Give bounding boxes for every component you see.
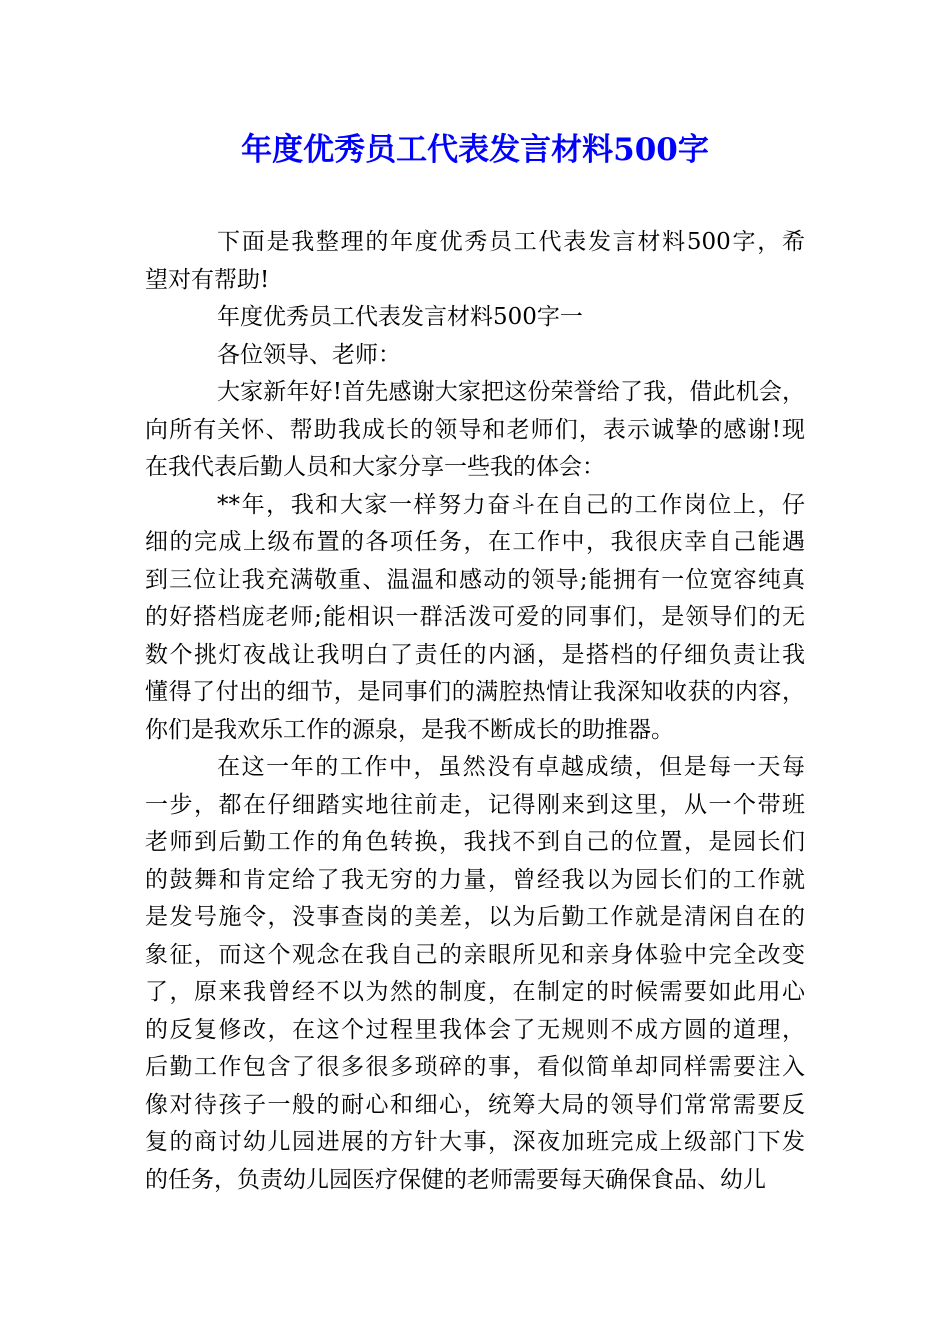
paragraph-line: 望对有帮助! (145, 266, 270, 293)
paragraph-line: 在这一年的工作中，虽然没有卓越成绩，但是每一天每 (217, 754, 805, 780)
paragraph (145, 224, 805, 299)
paragraph-line: 了，原来我曾经不以为然的制度，在制定的时候需要如此用心 (145, 979, 805, 1005)
paragraph-line: 各位领导、老师： (217, 341, 401, 368)
document-body (145, 224, 805, 1199)
paragraph (145, 749, 805, 1199)
paragraph-line: 大家新年好!首先感谢大家把这份荣誉给了我，借此机会， (217, 379, 805, 405)
paragraph-line: 老师到后勤工作的角色转换，我找不到自己的位置，是园长们 (145, 829, 805, 855)
paragraph-line: 到三位让我充满敬重、温温和感动的领导;能拥有一位宽容纯真 (145, 566, 805, 593)
paragraph (145, 299, 805, 337)
paragraph-line: 是发号施令，没事查岗的美差，以为后勤工作就是清闲自在的 (145, 904, 805, 930)
paragraph-line: 向所有关怀、帮助我成长的领导和老师们，表示诚挚的感谢!现 (145, 416, 805, 443)
paragraph-line: 你们是我欢乐工作的源泉，是我不断成长的助推器。 (145, 716, 674, 743)
paragraph-line: 后勤工作包含了很多很多琐碎的事，看似简单却同样需要注入 (145, 1054, 805, 1080)
paragraph-line: **年，我和大家一样努力奋斗在自己的工作岗位上，仔 (217, 491, 805, 518)
paragraph-line: 懂得了付出的细节，是同事们的满腔热情让我深知收获的内容， (145, 679, 805, 705)
paragraph-line: 年度优秀员工代表发言材料500字一 (217, 304, 583, 330)
paragraph (145, 337, 805, 375)
paragraph-line: 的好搭档庞老师;能相识一群活泼可爱的同事们，是领导们的无 (145, 604, 805, 630)
paragraph (145, 487, 805, 750)
paragraph-line: 细的完成上级布置的各项任务，在工作中，我很庆幸自己能遇 (145, 529, 805, 555)
paragraph-line: 象征，而这个观念在我自己的亲眼所见和亲身体验中完全改变 (145, 941, 805, 968)
paragraph-line: 在我代表后勤人员和大家分享一些我的体会： (145, 454, 605, 480)
paragraph-line: 的反复修改，在这个过程里我体会了无规则不成方圆的道理， (145, 1016, 805, 1043)
paragraph-line: 一步，都在仔细踏实地往前走，记得刚来到这里，从一个带班 (145, 791, 805, 818)
paragraph (145, 374, 805, 487)
paragraph-line: 像对待孩子一般的耐心和细心，统筹大局的领导们常常需要反 (145, 1091, 805, 1118)
document-title: 年度优秀员工代表发言材料500字 (241, 132, 709, 168)
paragraph-line: 的鼓舞和肯定给了我无穷的力量，曾经我以为园长们的工作就 (145, 866, 805, 893)
paragraph-line: 的任务，负责幼儿园医疗保健的老师需要每天确保食品、幼儿 (145, 1166, 766, 1193)
paragraph-line: 复的商讨幼儿园进展的方针大事，深夜加班完成上级部门下发 (145, 1129, 805, 1155)
paragraph-line: 数个挑灯夜战让我明白了责任的内涵，是搭档的仔细负责让我 (145, 641, 805, 668)
paragraph-line: 下面是我整理的年度优秀员工代表发言材料500字，希 (217, 229, 805, 255)
